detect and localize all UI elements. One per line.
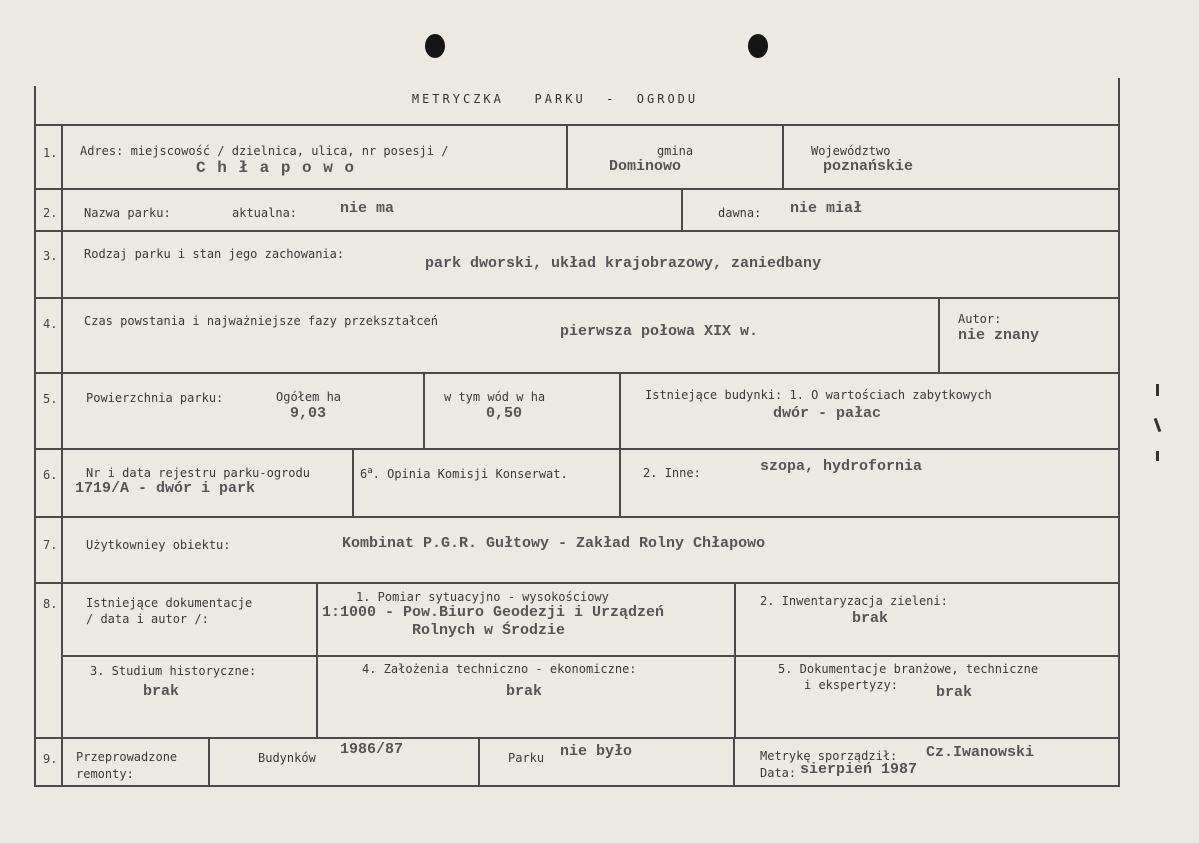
cell-divider <box>782 124 784 190</box>
prepared-by-value: Cz.Iwanowski <box>926 744 1035 761</box>
current-name-value: nie ma <box>340 200 395 217</box>
opinion-number: 6 <box>360 467 368 481</box>
register-value: 1719/A - dwór i park <box>75 480 256 497</box>
row-divider <box>34 297 1120 299</box>
buildings-value: dwór - pałac <box>773 405 882 422</box>
former-name-label: dawna: <box>718 206 762 220</box>
former-name-value: nie miał <box>790 200 863 217</box>
row-number: 4. <box>43 317 58 331</box>
current-name-label: aktualna: <box>232 206 298 220</box>
user-value: Kombinat P.G.R. Gułtowy - Zakład Rolny Chłapowo <box>342 535 766 552</box>
historical-study-label: 3. Studium historyczne: <box>90 664 257 678</box>
row-divider <box>34 230 1120 232</box>
row-number: 9. <box>43 752 58 766</box>
row-number: 3. <box>43 249 58 263</box>
opinion-superscript: a <box>367 466 373 476</box>
buildings-renovation-label: Budynków <box>258 751 316 765</box>
historical-study-value: brak <box>143 683 180 700</box>
row-divider <box>34 737 1120 739</box>
row-number: 2. <box>43 206 58 220</box>
margin-mark <box>1156 451 1159 461</box>
buildings-renovation-value: 1986/87 <box>340 741 404 758</box>
park-type-label: Rodzaj parku i stan jego zachowania: <box>84 247 345 261</box>
row-number: 8. <box>43 597 58 611</box>
total-area-label: Ogółem ha <box>276 390 342 404</box>
punch-hole-right <box>748 34 768 58</box>
row-number: 5. <box>43 392 58 406</box>
row-divider <box>34 516 1120 518</box>
technical-assumptions-label: 4. Założenia techniczno - ekonomiczne: <box>362 662 637 676</box>
cell-divider <box>619 448 621 518</box>
greenery-inventory-label: 2. Inwentaryzacja zieleni: <box>760 594 948 608</box>
renovations-label: Przeprowadzone <box>76 750 178 764</box>
cell-divider <box>733 737 735 787</box>
row-divider <box>34 582 1120 584</box>
frame-left-top <box>34 86 36 126</box>
branch-documentation-value: brak <box>936 684 973 701</box>
survey-value-cont: Rolnych w Środzie <box>412 622 566 639</box>
date-label: Data: <box>760 766 797 780</box>
cell-divider <box>478 737 480 787</box>
cell-divider <box>423 372 425 450</box>
locality-value: C h ł a p o w o <box>196 159 356 177</box>
row-divider <box>61 655 1120 657</box>
creation-time-value: pierwsza połowa XIX w. <box>560 323 759 340</box>
documentation-sublabel: / data i autor /: <box>86 612 209 626</box>
area-label: Powierzchnia parku: <box>86 391 224 405</box>
water-area-value: 0,50 <box>486 405 523 422</box>
cell-divider <box>566 124 568 190</box>
cell-divider <box>681 188 683 232</box>
other-buildings-label: 2. Inne: <box>643 466 701 480</box>
cell-divider <box>352 448 354 518</box>
author-label: Autor: <box>958 312 1002 326</box>
cell-divider <box>938 297 940 374</box>
row-divider <box>34 372 1120 374</box>
total-area-value: 9,03 <box>290 405 327 422</box>
prepared-by-label: Metrykę sporządził: <box>760 749 898 763</box>
documentation-label: Istniejące dokumentacje <box>86 596 253 610</box>
park-renovation-value: nie było <box>560 743 633 760</box>
register-label: Nr i data rejestru parku-ogrodu <box>86 466 310 480</box>
conservation-opinion-label <box>360 466 568 481</box>
branch-documentation-sublabel: i ekspertyzy: <box>804 678 898 692</box>
row-number: 1. <box>43 146 58 160</box>
cell-divider <box>208 737 210 787</box>
buildings-label: Istniejące budynki: 1. O wartościach zabytkowych <box>645 388 992 402</box>
margin-mark <box>1154 418 1162 432</box>
cell-divider <box>619 372 621 450</box>
address-label: Adres: miejscowość / dzielnica, ulica, nr posesji / <box>80 144 449 158</box>
technical-assumptions-value: brak <box>506 683 543 700</box>
number-column-divider <box>61 124 63 787</box>
cell-divider <box>316 582 318 739</box>
row-number: 7. <box>43 538 58 552</box>
punch-hole-left <box>425 34 445 58</box>
park-name-label: Nazwa parku: <box>84 206 171 220</box>
voivodeship-label: Województwo <box>811 144 891 158</box>
greenery-inventory-value: brak <box>852 610 889 627</box>
survey-value: 1:1000 - Pow.Biuro Geodezji i Urządzeń <box>322 604 665 621</box>
commune-label: gmina <box>656 144 694 158</box>
date-value: sierpień 1987 <box>800 761 918 778</box>
form-title: METRYCZKA PARKU - OGRODU <box>411 92 699 106</box>
commune-value: Dominowo <box>608 158 681 175</box>
voivodeship-value: poznańskie <box>823 158 914 175</box>
survey-label: 1. Pomiar sytuacyjno - wysokościowy <box>356 590 609 604</box>
cell-divider <box>734 582 736 739</box>
opinion-text: . Opinia Komisji Konserwat. <box>372 467 568 481</box>
renovations-sublabel: remonty: <box>76 767 134 781</box>
margin-mark <box>1156 384 1159 396</box>
park-type-value: park dworski, układ krajobrazowy, zaniedbany <box>425 255 822 272</box>
row-divider <box>34 188 1120 190</box>
user-label: Użytkowniey obiektu: <box>86 538 231 552</box>
branch-documentation-label: 5. Dokumentacje branżowe, techniczne <box>778 662 1039 676</box>
water-area-label: w tym wód w ha <box>444 390 546 404</box>
row-divider <box>34 448 1120 450</box>
frame-right-top <box>1118 78 1120 126</box>
creation-time-label: Czas powstania i najważniejsze fazy przekształceń <box>84 314 439 328</box>
author-value: nie znany <box>958 327 1040 344</box>
row-number: 6. <box>43 468 58 482</box>
other-buildings-value: szopa, hydrofornia <box>760 458 923 475</box>
park-renovation-label: Parku <box>508 751 545 765</box>
